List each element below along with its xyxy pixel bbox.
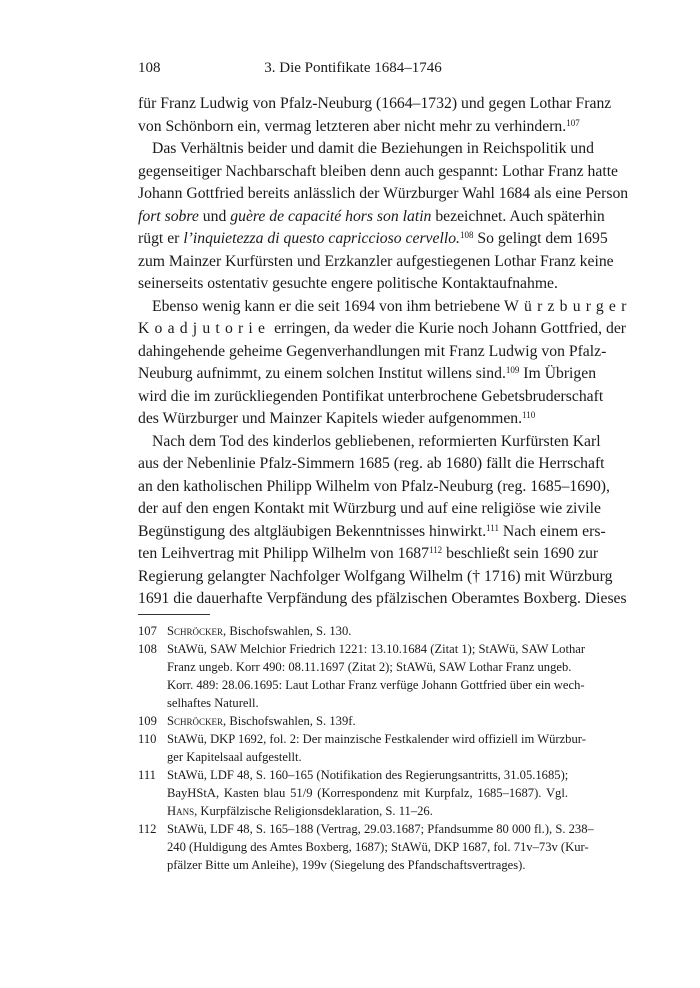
text-line: wird die im zurückliegenden Pontifikat unterbrochene Gebetsbruderschaft (138, 387, 604, 405)
footnote-number: 107 (138, 624, 157, 638)
footnote-ref: 108 (459, 230, 474, 240)
footnote-line: StAWü, LDF 48, S. 165–188 (Vertrag, 29.03.1687; Pfandsumme 80 000 fl.), S. 238– (167, 822, 594, 836)
footnote-number: 110 (138, 732, 157, 746)
footnotes (138, 622, 594, 874)
footnote-number: 108 (138, 642, 157, 656)
spaced-term: Würzburger (504, 297, 632, 315)
footnote-line: Korr. 489: 28.06.1695: Laut Lothar Franz verfüge Johann Gottfried über ein wech- (167, 678, 585, 692)
author-name: Schröcker (167, 714, 224, 728)
text-line: Neuburg aufnimmt, zu einem solchen Institut willens sind.$^{109}$ Im Übrigen (138, 365, 597, 382)
footnote (138, 622, 568, 640)
footnote (138, 640, 586, 712)
author-name: Schröcker (167, 624, 224, 638)
text-line: ten Leihvertrag mit Philipp Wilhelm von 1687$^{112}$ beschließt sein 1690 zur (138, 545, 599, 562)
text-line: Begünstigung des altgläubigen Bekenntnisses hinwirkt.$^{111}$ Nach einem ers- (138, 522, 606, 540)
author-name: Hans (167, 804, 195, 818)
french-quote: guère de capacité hors son latin (230, 207, 432, 225)
footnote-line: Franz ungeb. Korr 490: 08.11.1697 (Zitat 2); StAWü, SAW Lothar Franz ungeb. (167, 660, 572, 674)
footnote-line: Hans, Kurpfälzische Religionsdeklaration, S. 11–26. (167, 804, 433, 818)
text-line: gegenseitiger Nachbarschaft bleiben denn auch gespannt: Lothar Franz hatte (138, 162, 619, 180)
footnote (138, 730, 586, 766)
footnote-line: Schröcker, Bischofswahlen, S. 139f. (167, 714, 356, 728)
footnote-line: StAWü, DKP 1692, fol. 2: Der mainzische Festkalender wird offiziell im Würzbur- (167, 732, 586, 746)
footnote-line: ger Kapitelsaal aufgestellt. (167, 750, 302, 764)
footnote-line: selhaftes Naturell. (167, 696, 259, 710)
footnote-ref: 107 (566, 117, 580, 128)
text-line: Das Verhältnis beider und damit die Beziehungen in Reichspolitik und (152, 140, 594, 157)
footnote-number: 112 (138, 822, 157, 836)
text-line: aus der Nebenlinie Pfalz-Simmern 1685 (reg. ab 1680) fällt die Herrschaft (138, 455, 605, 472)
text-line: für Franz Ludwig von Pfalz-Neuburg (1664–1732) und gegen Lothar Franz (138, 95, 612, 112)
text-line: rügt er l’inquietezza di questo capriccioso cervello.$^{108}$ So gelingt dem 1695 (138, 230, 608, 247)
text-line: von Schönborn ein, vermag letzteren aber nicht mehr zu verhindern.$^{107}$ (138, 117, 580, 135)
running-title: 3. Die Pontifikate 1684–1746 (264, 60, 442, 76)
text-line: der auf den engen Kontakt mit Würzburg und auf eine religiöse wie zivile (138, 500, 601, 517)
text-line: 1691 die dauerhafte Verpfändung des pfälzischen Oberamtes Boxberg. Dieses (138, 590, 627, 607)
running-header (138, 60, 568, 80)
text-line: des Würzburger und Mainzer Kapitels wieder aufgenommen.$^{110}$ (138, 410, 536, 427)
spaced-term: Koadjutorie (138, 320, 271, 337)
footnote-number: 111 (138, 768, 156, 782)
page-number: 108 (138, 60, 161, 76)
footnote-number: 109 (138, 714, 157, 728)
text-line: Johann Gottfried bereits anlässlich der Würzburger Wahl 1684 als eine Person (138, 185, 629, 202)
footnote-line: BayHStA, Kasten blau 51/9 (Korrespondenz mit Kurpfalz, 1685–1687). Vgl. (167, 786, 568, 800)
footnote-line: StAWü, LDF 48, S. 160–165 (Notifikation des Regierungsantritts, 31.05.1685); (167, 768, 569, 782)
footnote-ref: 111 (486, 522, 499, 533)
italian-quote: l’inquietezza di questo capriccioso cervello. (183, 230, 460, 247)
text-line: Regierung gelangter Nachfolger Wolfgang Wilhelm († 1716) mit Würzburg (138, 567, 613, 585)
footnote (138, 712, 568, 730)
footnote-line: Schröcker, Bischofswahlen, S. 130. (167, 624, 352, 638)
text-line: Nach dem Tod des kinderlos gebliebenen, reformierten Kurfürsten Karl (152, 432, 601, 450)
footnote (138, 766, 568, 820)
text-line: zum Mainzer Kurfürsten und Erzkanzler aufgestiegenen Lothar Franz keine (138, 252, 614, 270)
footnote-line: pfälzer Bitte um Anleihe), 199v (Siegelung des Pfandschaftsvertrages). (167, 858, 526, 872)
footnote (138, 820, 594, 874)
footnote-ref: 109 (505, 365, 520, 375)
text-line: Ebenso wenig kann er die seit 1694 von ihm betriebene Würzburger (152, 297, 632, 315)
footnote-separator (138, 614, 210, 615)
french-quote: fort sobre (138, 207, 199, 225)
footnote-ref: 112 (429, 545, 443, 555)
footnote-line: StAWü, SAW Melchior Friedrich 1221: 13.10.1684 (Zitat 1); StAWü, SAW Lothar (167, 642, 586, 656)
text-line: fort sobre und guère de capacité hors son latin bezeichnet. Auch späterhin (138, 207, 605, 225)
text-line: Koadjutorie erringen, da weder die Kurie noch Johann Gottfried, der (138, 320, 627, 337)
text-line: dahingehende geheime Gegenverhandlungen mit Franz Ludwig von Pfalz- (138, 342, 607, 360)
footnote-ref: 110 (522, 410, 536, 420)
text-line: seinerseits ostentativ gesuchte engere politische Kontaktaufnahme. (138, 275, 558, 292)
footnote-line: 240 (Huldigung des Amtes Boxberg, 1687); StAWü, DKP 1687, fol. 71v–73v (Kur- (167, 840, 589, 854)
body-text (138, 93, 632, 611)
text-line: an den katholischen Philipp Wilhelm von Pfalz-Neuburg (reg. 1685–1690), (138, 477, 610, 495)
